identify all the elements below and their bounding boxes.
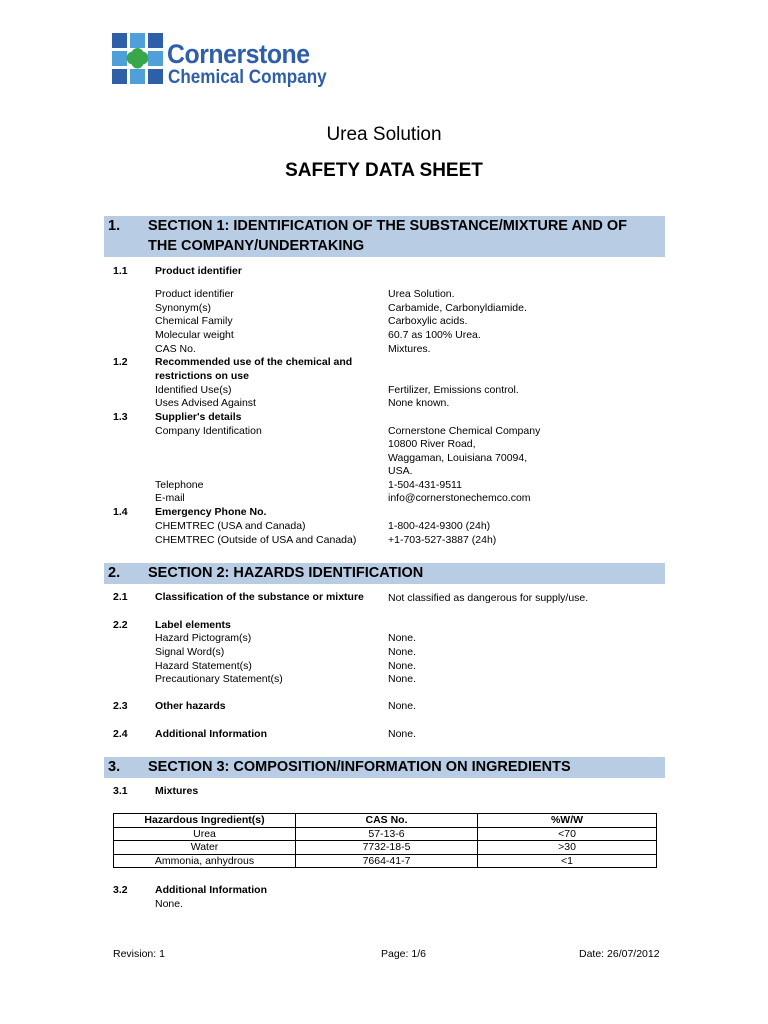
email-value: info@cornerstonechemco.com xyxy=(388,492,531,504)
document-title: Urea Solution xyxy=(326,124,442,145)
field-value: None known. xyxy=(388,397,450,409)
field-value: None. xyxy=(388,673,417,685)
table-cell: 7732-18-5 xyxy=(296,841,478,855)
field-label: Hazard Pictogram(s) xyxy=(155,632,252,644)
address-line: Waggaman, Louisiana 70094, xyxy=(388,451,528,464)
field-label: Synonym(s) xyxy=(155,301,212,314)
field-label: Product identifier xyxy=(155,288,234,300)
subsection-title: Additional Information xyxy=(155,884,267,896)
field-value: Not classified as dangerous for supply/use. xyxy=(388,592,589,604)
subsection-title: restrictions on use xyxy=(155,369,249,382)
subsection-number: 1.3 xyxy=(113,411,128,423)
subsection-number: 1.2 xyxy=(113,356,128,368)
subsection-title: Classification of the substance or mixture xyxy=(155,591,364,603)
section-number: 2. xyxy=(108,565,121,581)
subsection-title: Product identifier xyxy=(155,265,242,277)
table-cell: Ammonia, anhydrous xyxy=(114,854,296,868)
field-label: Identified Use(s) xyxy=(155,383,232,396)
subsection-title: Additional Information xyxy=(155,728,267,740)
table-cell: Urea xyxy=(114,827,296,841)
company-logo xyxy=(112,33,332,91)
table-row xyxy=(114,841,657,855)
subsection-number: 1.1 xyxy=(113,265,128,277)
table-header-row xyxy=(114,814,657,828)
table-row xyxy=(114,827,657,841)
field-label: Telephone xyxy=(155,478,204,491)
field-label: Signal Word(s) xyxy=(155,645,225,658)
field-value: Mixtures. xyxy=(388,342,431,355)
section-number: 3. xyxy=(108,759,121,775)
footer-date: Date: 26/07/2012 xyxy=(579,948,660,960)
field-value: None. xyxy=(388,645,417,658)
field-label: CHEMTREC (Outside of USA and Canada) xyxy=(155,534,357,546)
field-label: Company Identification xyxy=(155,424,262,437)
field-value: 1-800-424-9300 (24h) xyxy=(388,520,491,532)
field-label: Uses Advised Against xyxy=(155,397,256,409)
subsection-number: 2.2 xyxy=(113,619,128,631)
section-1-header xyxy=(104,216,665,257)
field-value: None. xyxy=(388,728,417,740)
field-label: Hazard Statement(s) xyxy=(155,659,252,672)
address-line: 10800 River Road, xyxy=(388,438,476,450)
subsection-number: 3.1 xyxy=(113,785,128,797)
subsection-title: Emergency Phone No. xyxy=(155,506,267,518)
logo-name-line2: Chemical Company xyxy=(168,67,327,88)
table-cell: >30 xyxy=(478,841,657,855)
section-number: 1. xyxy=(108,218,121,234)
table-cell: 7664-41-7 xyxy=(296,854,478,868)
field-label: Precautionary Statement(s) xyxy=(155,673,283,685)
section-2-header xyxy=(104,563,665,584)
subsection-number: 1.4 xyxy=(113,506,128,518)
column-header: Hazardous Ingredient(s) xyxy=(114,814,296,828)
column-header: CAS No. xyxy=(296,814,478,828)
subsection-title: Other hazards xyxy=(155,700,226,712)
field-value: Fertilizer, Emissions control. xyxy=(388,383,519,396)
table-cell: Water xyxy=(114,841,296,855)
subsection-title: Label elements xyxy=(155,619,231,631)
field-value: +1-703-527-3887 (24h) xyxy=(388,534,497,546)
table-row xyxy=(114,854,657,868)
subsection-number: 2.1 xyxy=(113,591,128,603)
section-heading: SECTION 1: IDENTIFICATION OF THE SUBSTANCE/MIXTURE AND OF THE COMPANY/UNDERTAKING xyxy=(148,218,628,254)
table-cell: 57-13-6 xyxy=(296,827,478,841)
field-value: None. xyxy=(388,700,417,712)
field-label: CAS No. xyxy=(155,342,196,355)
field-value: None. xyxy=(388,659,417,672)
telephone-value: 1-504-431-9511 xyxy=(388,478,462,491)
section-heading: SECTION 3: COMPOSITION/INFORMATION ON INGREDIENTS xyxy=(148,759,571,775)
document-subtitle: SAFETY DATA SHEET xyxy=(285,160,483,181)
column-header: %W/W xyxy=(478,814,657,828)
table-cell: <1 xyxy=(478,854,657,868)
field-value: None. xyxy=(388,632,417,644)
field-value: Carbamide, Carbonyldiamide. xyxy=(388,301,527,314)
ingredients-table xyxy=(113,813,657,868)
subsection-number: 2.4 xyxy=(113,728,128,740)
subsection-title: Supplier's details xyxy=(155,411,242,423)
field-value: Carboxylic acids. xyxy=(388,315,468,327)
subsection-number: 3.2 xyxy=(113,884,128,896)
subsection-title: Recommended use of the chemical and xyxy=(155,356,353,368)
field-label: Molecular weight xyxy=(155,329,234,341)
field-value: 60.7 as 100% Urea. xyxy=(388,329,481,341)
field-label: CHEMTREC (USA and Canada) xyxy=(155,520,306,532)
field-label: E-mail xyxy=(155,492,185,504)
subsection-number: 2.3 xyxy=(113,700,128,712)
address-line: Cornerstone Chemical Company xyxy=(388,424,541,437)
address-line: USA. xyxy=(388,465,413,477)
logo-name-line1: Cornerstone xyxy=(167,39,310,69)
field-label: Chemical Family xyxy=(155,315,233,327)
footer-page-number: Page: 1/6 xyxy=(381,948,426,960)
subsection-title: Mixtures xyxy=(155,785,199,797)
field-value: Urea Solution. xyxy=(388,288,455,300)
field-value: None. xyxy=(155,898,184,910)
section-heading: SECTION 2: HAZARDS IDENTIFICATION xyxy=(148,565,424,581)
section-3-header xyxy=(104,757,665,778)
footer-revision: Revision: 1 xyxy=(113,948,165,960)
logo-mark-icon xyxy=(112,33,164,87)
table-cell: <70 xyxy=(478,827,657,841)
